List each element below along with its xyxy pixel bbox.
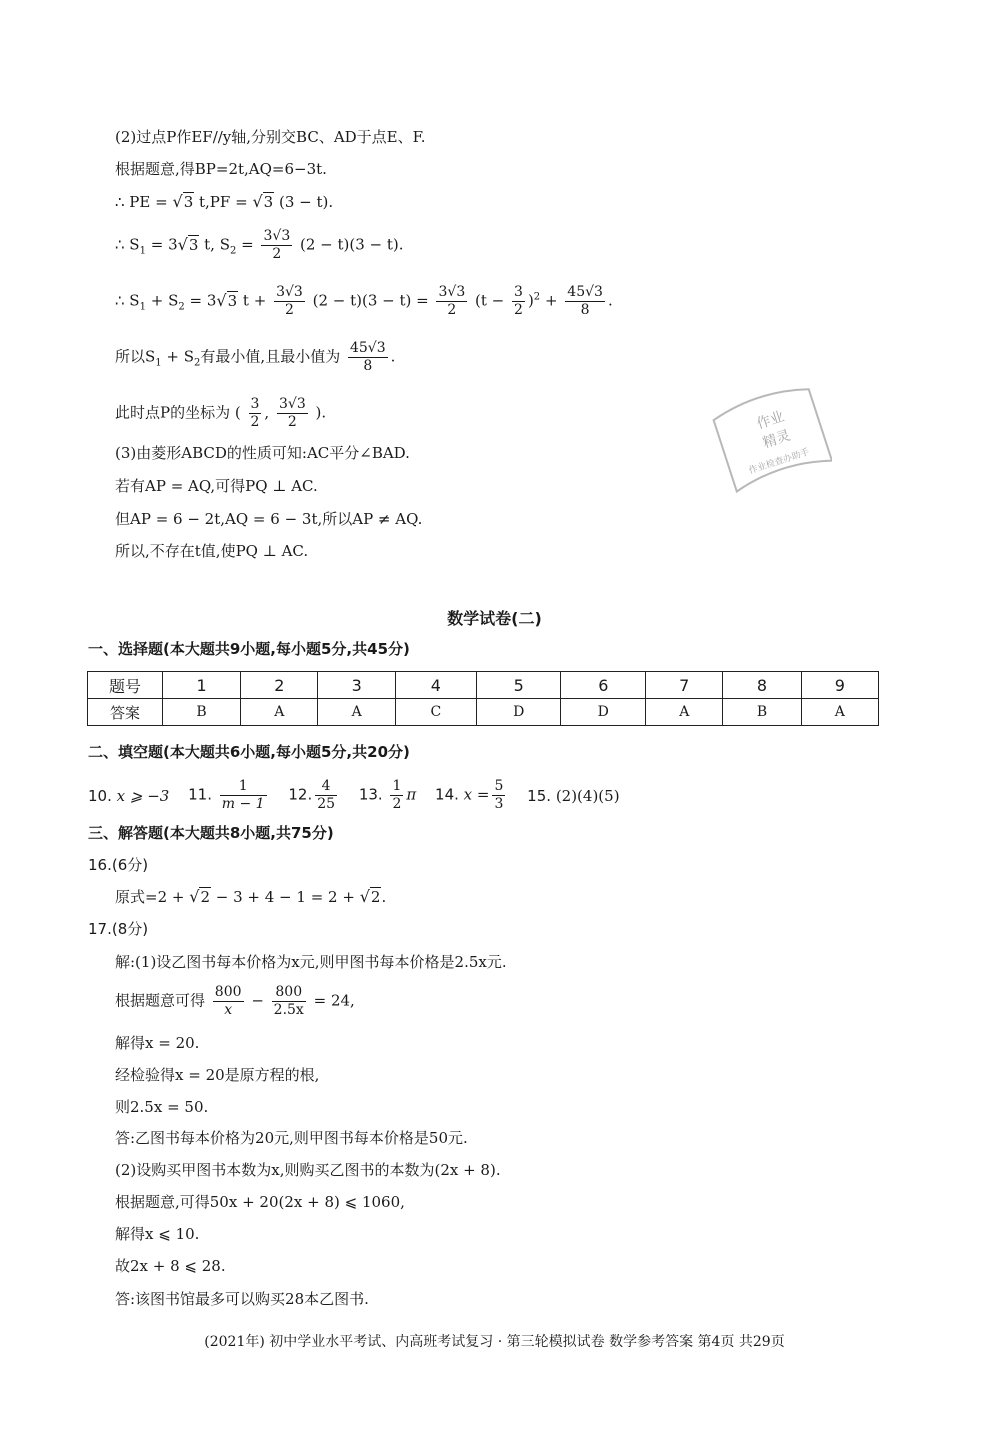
fraction <box>512 284 525 319</box>
fraction <box>274 284 305 319</box>
text: , <box>264 403 270 422</box>
row-label: 答案 <box>88 699 163 726</box>
stamp-watermark <box>712 383 832 493</box>
text: 根据题意可得 <box>115 991 206 1010</box>
question-17-line4: 经检验得x = 20是原方程的根, <box>115 1066 320 1084</box>
numerator: 4 <box>315 778 337 796</box>
fraction <box>277 396 308 431</box>
text: (t − <box>475 291 505 310</box>
text: . <box>607 291 613 310</box>
sqrt: √3 <box>252 192 274 211</box>
table-cell: 6 <box>561 672 646 699</box>
sqrt: √2 <box>189 887 210 906</box>
numerator: 3√3 <box>276 284 303 300</box>
answer-text: (2)(4)(5) <box>555 786 620 805</box>
fraction <box>261 228 292 263</box>
fraction <box>220 778 267 813</box>
part2-line5 <box>115 284 613 319</box>
fraction <box>565 284 605 319</box>
row-label: 题号 <box>88 672 163 699</box>
table-cell: A <box>318 699 395 726</box>
text: 有最小值,且最小值为 <box>200 347 341 366</box>
text: − 3 + 4 − 1 = 2 + <box>215 888 355 906</box>
denominator: x <box>224 1002 233 1018</box>
table-cell: B <box>163 699 241 726</box>
numerator: 5 <box>494 778 504 794</box>
question-17-line11: 答:该图书馆最多可以购买28本乙图书. <box>115 1290 369 1308</box>
table-cell: 4 <box>395 672 476 699</box>
table-cell: 8 <box>723 672 801 699</box>
numerator: 800 <box>272 984 306 1002</box>
page-footer: (2021年) 初中学业水平考试、内高班考试复习 · 第三轮模拟试卷 数学参考答案 第4页 共29页 <box>204 1334 785 1350</box>
text: (2 − t)(3 − t) = <box>312 291 429 310</box>
radicand: 3 <box>188 235 199 254</box>
denominator: 2 <box>284 302 294 318</box>
text: (2 − t)(3 − t). <box>300 235 404 254</box>
part3-line3: 但AP = 6 − 2t,AQ = 6 − 3t,所以AP ≠ AQ. <box>115 510 423 528</box>
fill-in-answers <box>88 778 634 813</box>
text: ∴ PE = <box>115 193 168 211</box>
question-17-line9: 解得x ⩽ 10. <box>115 1225 200 1243</box>
subscript: 1 <box>155 357 162 369</box>
text: ∴ S <box>115 235 140 254</box>
table-row <box>88 699 879 726</box>
radicand: 3 <box>263 193 274 211</box>
answer-15 <box>527 787 619 805</box>
table-cell: D <box>561 699 646 726</box>
numerator: 3√3 <box>263 228 291 244</box>
question-number: 12. <box>288 785 313 804</box>
radicand: 3 <box>183 193 194 211</box>
section-1-heading: 一、选择题(本大题共9小题,每小题5分,共45分) <box>88 640 410 658</box>
radicand: 2 <box>370 888 381 906</box>
sqrt: √3 <box>216 290 238 310</box>
text: t,PF = <box>199 193 248 211</box>
numerator: 3√3 <box>438 284 466 300</box>
denominator: 2.5x <box>273 1002 304 1018</box>
section-3-heading: 三、解答题(本大题共8小题,共75分) <box>88 824 334 842</box>
question-17-line5: 则2.5x = 50. <box>115 1098 209 1116</box>
fraction <box>315 778 337 813</box>
answer-12 <box>288 778 340 813</box>
text: t, S <box>199 235 230 254</box>
question-17-line3: 解得x = 20. <box>115 1034 200 1052</box>
sqrt: √3 <box>177 234 199 254</box>
question-17-line7: (2)设购买甲图书本数为x,则购买乙图书的本数为(2x + 8). <box>115 1161 501 1179</box>
question-number: 14. <box>435 785 459 804</box>
text: = 3 <box>145 235 178 254</box>
text: . <box>390 347 396 366</box>
table-cell: A <box>646 699 723 726</box>
table-cell: A <box>241 699 318 726</box>
subscript: 1 <box>139 301 146 313</box>
table-cell: 7 <box>646 672 723 699</box>
denominator: 3 <box>494 796 504 812</box>
denominator: 25 <box>317 796 336 812</box>
denominator: 2 <box>287 414 297 430</box>
text: = 3 <box>184 291 217 310</box>
denominator: 2 <box>250 414 260 430</box>
table-row <box>88 672 879 699</box>
stamp-text-2: 精灵 <box>760 427 793 452</box>
table-cell: 5 <box>476 672 561 699</box>
text: t + <box>238 291 267 310</box>
table-cell: C <box>395 699 476 726</box>
numerator: 45√3 <box>349 340 386 356</box>
part3-line4: 所以,不存在t值,使PQ ⊥ AC. <box>115 542 309 560</box>
part2-line6 <box>115 340 395 375</box>
text: ). <box>315 403 327 422</box>
answer-11 <box>188 778 269 813</box>
denominator: 8 <box>580 302 590 318</box>
denominator: 2 <box>514 302 523 318</box>
denominator: 2 <box>272 246 282 262</box>
answer-14 <box>435 778 508 813</box>
part3-line2: 若有AP = AQ,可得PQ ⊥ AC. <box>115 477 318 495</box>
answer-10 <box>88 787 169 805</box>
stamp-text-3: 作业检查办助手 <box>747 447 811 477</box>
part2-line7 <box>115 396 326 431</box>
question-17-line6: 答:乙图书每本价格为20元,则甲图书每本价格是50元. <box>115 1129 468 1147</box>
question-16-heading: 16.(6分) <box>88 856 149 874</box>
sqrt: √3 <box>172 192 194 211</box>
numerator: 1 <box>392 778 402 794</box>
text: = 24, <box>313 991 355 1010</box>
question-17-line8: 根据题意,可得50x + 20(2x + 8) ⩽ 1060, <box>115 1193 405 1211</box>
superscript: 2 <box>533 291 541 303</box>
fraction <box>390 778 403 813</box>
text: + S <box>161 347 195 366</box>
question-17-heading: 17.(8分) <box>88 920 149 938</box>
text: 此时点P的坐标为 ( <box>115 403 241 422</box>
part2-line3 <box>115 193 333 211</box>
subscript: 2 <box>178 301 185 313</box>
paper-title: 数学试卷(二) <box>447 609 542 628</box>
text: = <box>236 235 254 254</box>
question-16-solution <box>115 888 386 906</box>
denominator: m − 1 <box>221 796 265 812</box>
radicand: 3 <box>227 291 238 310</box>
subscript: 2 <box>229 245 237 257</box>
table-cell: 3 <box>318 672 395 699</box>
answer-text: x = <box>463 785 490 804</box>
question-number: 15. <box>527 786 552 805</box>
question-number: 11. <box>188 785 212 804</box>
part2-line4 <box>115 228 404 263</box>
denominator: 2 <box>392 796 402 812</box>
table-cell: B <box>723 699 801 726</box>
numerator: 800 <box>214 984 242 1000</box>
text: ) <box>527 291 534 310</box>
denominator: 2 <box>447 302 457 318</box>
subscript: 1 <box>139 245 146 257</box>
radicand: 2 <box>200 888 210 906</box>
part2-line1: (2)过点P作EF//y轴,分别交BC、AD于点E、F. <box>115 128 426 146</box>
numerator: 3√3 <box>278 396 306 412</box>
question-17-line10: 故2x + 8 ⩽ 28. <box>115 1257 226 1275</box>
text: + S <box>145 291 179 310</box>
fraction <box>272 984 306 1019</box>
fraction <box>213 984 244 1019</box>
text: 原式=2 + <box>115 888 185 906</box>
section-2-heading: 二、填空题(本大题共6小题,每小题5分,共20分) <box>88 743 410 761</box>
question-17-line1: 解:(1)设乙图书每本价格为x元,则甲图书每本价格是2.5x元. <box>115 953 507 971</box>
table-cell: 9 <box>801 672 878 699</box>
table-cell: 2 <box>241 672 318 699</box>
pi-symbol: π <box>406 785 417 804</box>
text: (3 − t). <box>278 193 334 211</box>
table-cell: A <box>801 699 878 726</box>
numerator: 1 <box>220 778 267 796</box>
text: . <box>381 888 387 906</box>
numerator: 3 <box>514 284 523 300</box>
question-17-line2 <box>115 984 355 1019</box>
answer-text: x ⩾ −3 <box>116 786 170 805</box>
fraction <box>436 284 467 319</box>
numerator: 45√3 <box>567 284 603 300</box>
fraction <box>492 778 505 813</box>
answer-table <box>87 671 879 726</box>
sqrt: √2 <box>359 887 381 906</box>
part3-line1: (3)由菱形ABCD的性质可知:AC平分∠BAD. <box>115 444 410 462</box>
fraction <box>249 396 262 431</box>
numerator: 3 <box>250 396 260 412</box>
subscript: 2 <box>194 357 201 369</box>
fraction <box>348 340 388 375</box>
answer-13 <box>359 778 416 813</box>
text: ∴ S <box>115 291 140 310</box>
text: 所以S <box>115 347 156 366</box>
text: + <box>540 291 558 310</box>
stamp-text-1: 作业 <box>754 408 787 433</box>
denominator: 8 <box>363 358 373 374</box>
part2-line2: 根据题意,得BP=2t,AQ=6−3t. <box>115 160 327 178</box>
text: − <box>251 991 264 1010</box>
table-cell: D <box>476 699 561 726</box>
question-number: 13. <box>358 785 383 804</box>
table-cell: 1 <box>163 672 241 699</box>
question-number: 10. <box>88 786 112 805</box>
